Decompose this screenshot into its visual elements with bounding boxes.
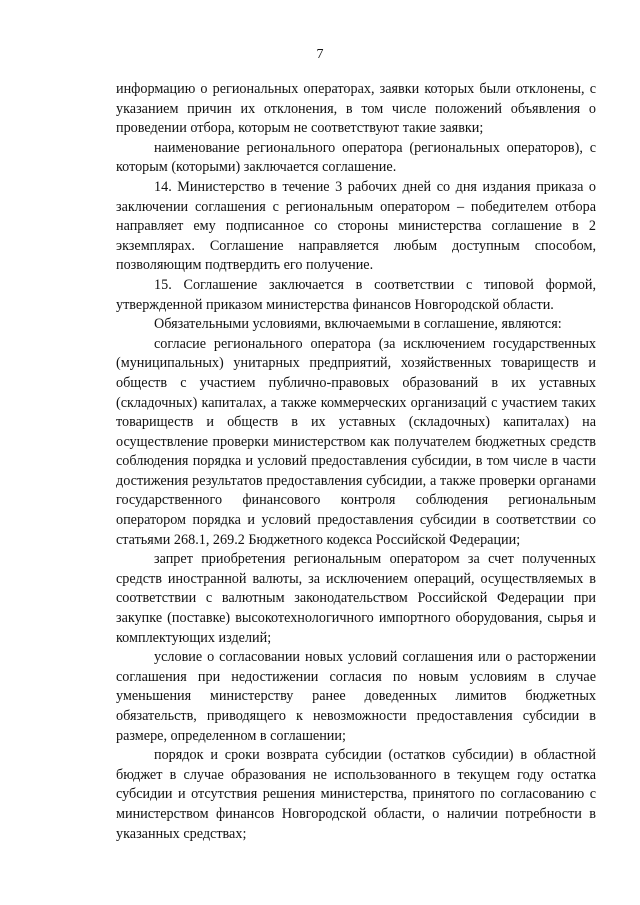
paragraph: запрет приобретения региональным оператором за счет полученных средств иностранной валюты, за исключением операций, осуществляемых в соответствии с валютным законодательством Российской Федерации при закупке (поставке) высокотехнологичного импортного оборудования, сырья и комплектующих изделий; [116,551,596,646]
paragraph: 14. Министерство в течение 3 рабочих дней со дня издания приказа о заключении соглашения с региональным оператором – победителем отбора направляет ему подписанное со стороны министерства соглашение в 2 экземплярах. Соглашение направляется любым доступным способом, позволяющим подтвердить его получение. [116,178,596,274]
paragraph: информацию о региональных операторах, заявки которых были отклонены, с указанием причин их отклонения, в том числе положений объявления о проведении отбора, которым не соответствуют такие заявки; [116,81,596,137]
paragraph: условие о согласовании новых условий соглашения или о расторжении соглашения при недостижении согласия по новым условиям в случае уменьшения министерству ранее доведенных лимитов бюджетных обязательств, приводящего к невозможности предоставления субсидии в размере, определенном в соглашении; [116,649,596,744]
paragraph: Обязательными условиями, включаемыми в соглашение, являются: [154,316,562,333]
document-body [116,80,596,844]
paragraph: согласие регионального оператора (за исключением государственных (муниципальных) унитарных предприятий, хозяйственных товариществ и обществ с участием публично-правовых образований в их уставных (складочных) капиталах, а также коммерческих организаций с участием таких товариществ и обществ в их уставных (складочных) капиталах) на осуществление проверки министерством как получателем бюджетных средств соблюдения порядка и условий предоставления субсидии, в том числе в части достижения результатов предоставления субсидии, а также проверки органами государственного финансового контроля соблюдения региональным оператором порядка и условий предоставления субсидии в соответствии со статьями 268.1, 269.2 Бюджетного кодекса Российской Федерации; [116,335,596,548]
paragraph: порядок и сроки возврата субсидии (остатков субсидии) в областной бюджет в случае образования не использованного в текущем году остатка субсидии и отсутствия решения министерства, принятого по согласованию с министерством финансов Новгородской области, о наличии потребности в указанных средствах; [116,747,596,842]
paragraph: 15. Соглашение заключается в соответствии с типовой формой, утвержденной приказом министерства финансов Новгородской области. [116,276,596,313]
page-number: 7 [316,47,324,62]
paragraph: наименование регионального оператора (региональных операторов), с которым (которыми) заключается соглашение. [116,139,596,176]
